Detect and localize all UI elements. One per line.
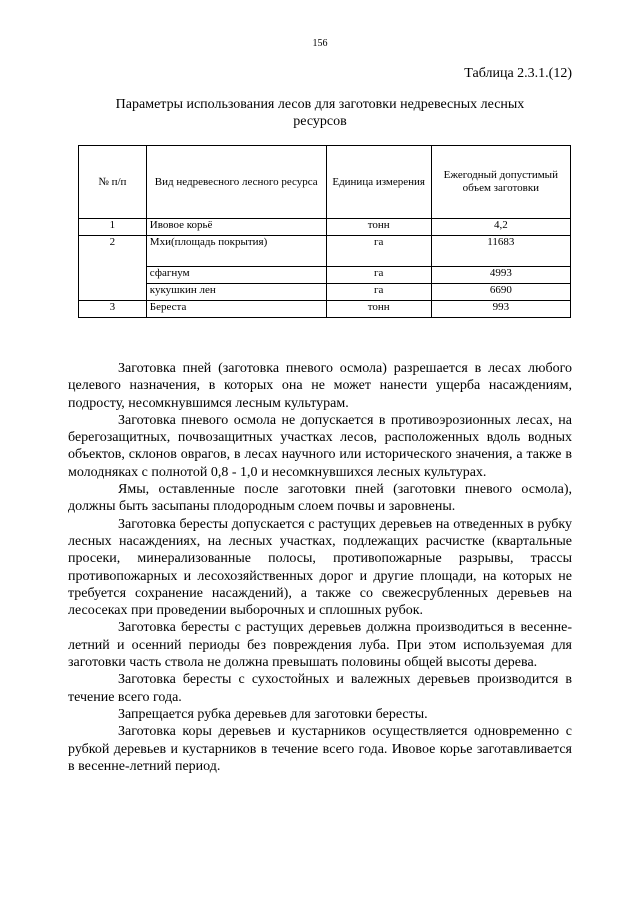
- body-text: [68, 360, 572, 775]
- table-row: [79, 219, 571, 236]
- header-num: № п/п: [79, 146, 147, 219]
- cell-unit: га: [326, 267, 431, 284]
- cell-volume: 993: [431, 301, 570, 318]
- cell-resource: кукушкин лен: [146, 284, 326, 301]
- table-row: [79, 301, 571, 318]
- paragraph: Заготовка пней (заготовка пневого осмола) разрешается в лесах любого целевого назначения, в которых она не может нанести ущерба насаждениям, подросту, несомкнувшимся лесным культурам.: [68, 361, 572, 411]
- table-label: Таблица 2.3.1.(12): [464, 66, 572, 81]
- cell-unit: тонн: [326, 219, 431, 236]
- header-unit: Единица измерения: [326, 146, 431, 219]
- cell-volume: 11683: [431, 236, 570, 267]
- page-number: 156: [312, 38, 328, 49]
- paragraph: Заготовка бересты с сухостойных и валежных деревьев производится в течение всего года.: [68, 672, 572, 705]
- header-annual-volume: Ежегодный допустимый объем заготовки: [431, 146, 570, 219]
- cell-resource: Мхи(площадь покрытия): [146, 236, 326, 267]
- cell-unit: га: [326, 236, 431, 267]
- cell-unit: га: [326, 284, 431, 301]
- table-title: Параметры использования лесов для заготовки недревесных лесных ресурсов: [115, 97, 525, 129]
- cell-volume: 6690: [431, 284, 570, 301]
- cell-volume: 4993: [431, 267, 570, 284]
- cell-unit: тонн: [326, 301, 431, 318]
- paragraph: Заготовка бересты с растущих деревьев должна производиться в весенне-летний и осенний периоды без повреждения луба. При этом используемая для заготовки часть ствола не должна превышать половины общей высоты дерева.: [68, 620, 572, 671]
- parameters-table: [78, 145, 571, 318]
- table-row: [79, 236, 571, 267]
- table-row: [79, 284, 571, 301]
- cell-volume: 4,2: [431, 219, 570, 236]
- cell-num: 2: [79, 236, 147, 301]
- cell-num: 3: [79, 301, 147, 318]
- cell-resource: сфагнум: [146, 267, 326, 284]
- paragraph: Заготовка коры деревьев и кустарников осуществляется одновременно с рубкой деревьев и кустарников в течение всего года. Ивовое корье заготавливается в весенне-летний период.: [68, 724, 572, 774]
- paragraph: Запрещается рубка деревьев для заготовки бересты.: [118, 706, 428, 722]
- paragraph: Ямы, оставленные после заготовки пней (заготовки пневого осмола), должны быть засыпаны плодородным слоем почвы и заровнены.: [68, 482, 572, 515]
- cell-num: 1: [79, 219, 147, 236]
- cell-resource: Ивовое корьё: [146, 219, 326, 236]
- table-row: [79, 267, 571, 284]
- paragraph: Заготовка пневого осмола не допускается в противоэрозионных лесах, на берегозащитных, почвозащитных участках лесов, расположенных вдоль водных объектов, склонов оврагов, в лесах научного или исторического значения, а также в молодняках с полнотой 0,8 - 1,0 и несомкнувшихся лесных культурах.: [68, 412, 572, 480]
- cell-resource: Береста: [146, 301, 326, 318]
- header-resource-type: Вид недревесного лесного ресурса: [146, 146, 326, 219]
- table-header-row: [79, 146, 571, 219]
- paragraph: Заготовка бересты допускается с растущих деревьев на отведенных в рубку лесных насаждениях, на лесных участках, подлежащих расчистке (квартальные просеки, минерализованные полосы, противопожарные разрывы, трассы противопожарных и лесохозяйственных дорог и другие площади, на которых не требуется сохранение насаждений), а также со свежесрубленных деревьев на лесосеках при проведении выборочных и сплошных рубок.: [68, 516, 572, 619]
